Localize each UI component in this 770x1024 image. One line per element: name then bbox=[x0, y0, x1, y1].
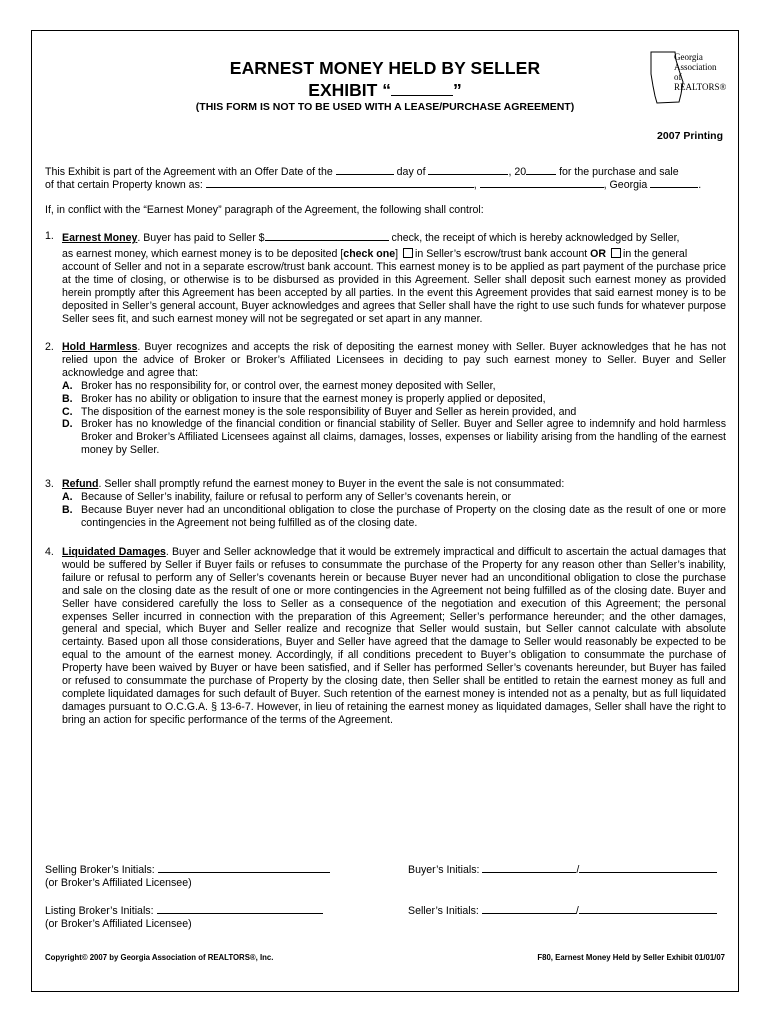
section-4-number: 4. bbox=[45, 546, 54, 558]
section-4-heading: Liquidated Damages bbox=[62, 546, 166, 558]
selling-broker-label: Selling Broker’s Initials: bbox=[45, 864, 155, 876]
exhibit-prefix: EXHIBIT “ bbox=[308, 80, 391, 100]
section-2-item-d: D. Broker has no knowledge of the financial condition or financial stability of Seller. Buyer and Seller agree to indemnify and hold harmless Broker and Broker’s Affiliated Licensees against all claims, damages, losses, expenses or liability arising from the handling of the earnest money by Seller. bbox=[62, 418, 726, 457]
offer-month-field[interactable] bbox=[428, 164, 508, 175]
intro-property-label: of that certain Property known as: bbox=[45, 179, 203, 191]
or-label: OR bbox=[590, 248, 607, 260]
logo-line-1: Georgia bbox=[674, 52, 703, 62]
exhibit-suffix: ” bbox=[452, 80, 462, 100]
section-2-item-c: C. The disposition of the earnest money is the sole responsibility of Buyer and Seller as herein provided, and bbox=[62, 405, 577, 418]
intro-georgia-label: , Georgia bbox=[603, 179, 648, 191]
form-identifier: F80, Earnest Money Held by Seller Exhibit 01/01/07 bbox=[537, 953, 725, 962]
section-3-intro-text: . Seller shall promptly refund the earnest money to Buyer in the event the sale is not consummated: bbox=[98, 478, 565, 490]
section-2-intro-text: . Buyer recognizes and accepts the risk of depositing the earnest money with Seller. Buyer acknowledges that he has not relied upon the advice of Broker or Broker’s Affiliated Licensees in deciding to pay such earnest money to Seller. Buyer and Seller acknowledge and agree that: bbox=[62, 341, 726, 379]
earnest-amount-field[interactable] bbox=[265, 230, 389, 241]
section-3-number: 3. bbox=[45, 478, 54, 490]
section-refund bbox=[45, 478, 726, 530]
section-1-bracket: ] bbox=[395, 248, 399, 260]
listing-broker-label: Listing Broker’s Initials: bbox=[45, 905, 154, 917]
property-address-field[interactable] bbox=[206, 177, 474, 188]
section-2-intro bbox=[62, 341, 726, 380]
section-1-deposit-text: as earnest money, which earnest money is to be deposited [ bbox=[62, 248, 344, 260]
escrow-account-label: in Seller’s escrow/trust bank account bbox=[415, 248, 588, 260]
printing-year: 2007 Printing bbox=[657, 130, 723, 142]
offer-year-field[interactable] bbox=[526, 164, 556, 175]
listing-broker-sublabel: (or Broker’s Affiliated Licensee) bbox=[45, 918, 192, 930]
section-hold-harmless bbox=[45, 341, 726, 457]
offer-day-field[interactable] bbox=[336, 164, 394, 175]
intro-day-label: day of bbox=[396, 166, 426, 178]
gar-logo bbox=[645, 50, 725, 106]
buyer-initials-label: Buyer’s Initials: bbox=[408, 864, 480, 876]
section-4-text: . Buyer and Seller acknowledge that it would be extremely impractical and difficult to ascertain the actual damages that would be suffered by Seller if Buyer fails or refuses to consummate the purchase of the Property for any reason other than Seller’s inability, failure or refusal to perform any of Seller’s covenants herein or because Buyer never had an unconditional obligation to close the purchase and sale on the closing date as the result of one or more contingencies in the Agreement not being fulfilled as of the closing date. Buyer and Seller have considered carefully the loss to Seller as a consequence of the negotiation and execution of this Agreement; the personal expenses Seller incurred in connection with the preparation of this Agreement; Seller’s performance hereunder; and the other damages, general and special, which Buyer and Seller realize and recognize that Seller would sustain, but Seller cannot calculate with absolute certainty. Based upon all those considerations, Buyer and Seller have agreed that the damage to Seller would reasonably be expected to be equal to the amount of the earnest money. Accordingly, if all conditions precedent to Buyer’s obligation to consummate the purchase of Property have been waived by Buyer or have been satisfied, and if Seller has performed Seller’s covenants hereunder, but Buyer has failed or refused to consummate the purchase of Property by the closing date, then Seller shall be entitled to retain the earnest money as full and complete liquidated damages for such default of Buyer. Such retention of the earnest money is intended not as a penalty, but as full liquidated damages pursuant to O.C.G.A. § 13-6-7. However, in lieu of retaining the earnest money as liquidated damages, Seller shall have the right to bring an action for specific performance of the terms of the Agreement. bbox=[62, 546, 726, 726]
section-1-line-2 bbox=[62, 248, 726, 261]
logo-line-3: of REALTORS® bbox=[674, 72, 727, 92]
conflict-statement: If, in conflict with the “Earnest Money” paragraph of the Agreement, the following shall control: bbox=[45, 204, 484, 216]
form-subtitle: (THIS FORM IS NOT TO BE USED WITH A LEASE/PURCHASE AGREEMENT) bbox=[195, 101, 575, 113]
buyer-initials: Buyer’s Initials: / bbox=[408, 862, 717, 877]
intro-purchase-label: for the purchase and sale bbox=[559, 166, 679, 178]
section-1-heading: Earnest Money bbox=[62, 232, 138, 244]
escrow-account-checkbox[interactable] bbox=[403, 248, 413, 258]
section-2-heading: Hold Harmless bbox=[62, 341, 138, 353]
section-1-receipt-text: check, the receipt of which is hereby acknowledged by Seller, bbox=[391, 232, 680, 244]
logo-line-2: Association bbox=[674, 62, 717, 72]
section-2-item-a: A. Broker has no responsibility for, or control over, the earnest money deposited with Seller, bbox=[62, 379, 496, 392]
section-1-number: 1. bbox=[45, 230, 54, 242]
intro-offer-label: This Exhibit is part of the Agreement with an Offer Date of the bbox=[45, 166, 333, 178]
form-title: EARNEST MONEY HELD BY SELLER bbox=[229, 58, 541, 78]
general-account-checkbox[interactable] bbox=[611, 248, 621, 258]
selling-broker-initials-field[interactable] bbox=[158, 862, 330, 873]
section-1-line-1 bbox=[62, 230, 726, 248]
selling-broker-sublabel: (or Broker’s Affiliated Licensee) bbox=[45, 877, 192, 889]
section-1-body: account of Seller and not in a separate escrow/trust bank account. This earnest money is to be applied as part payment of the purchase price at the time of closing, or otherwise is to be disbursed as provided in this Agreement. Seller shall deposit such earnest money as provided herein promptly after this Agreement has been accepted by all parties. In the event this Agreement provides that said earnest money is to be deposited in Seller’s general account, Buyer acknowledges and agrees that Seller shall have the right to use such funds for whatever purpose Seller sees fit, and such earnest money will not be segregated or set apart in any manner. bbox=[62, 260, 726, 325]
seller-1-initials-field[interactable] bbox=[482, 903, 576, 914]
copyright-notice: Copyright© 2007 by Georgia Association of REALTORS®, Inc. bbox=[45, 953, 274, 962]
listing-broker-initials bbox=[45, 903, 323, 931]
section-4-body bbox=[62, 546, 726, 727]
seller-initials: Seller’s Initials: / bbox=[408, 903, 717, 918]
intro-line-2 bbox=[45, 177, 726, 192]
listing-broker-initials-field[interactable] bbox=[157, 903, 323, 914]
general-account-label: in the general bbox=[622, 248, 688, 260]
intro-period: . bbox=[698, 179, 702, 191]
section-liquidated-damages bbox=[45, 546, 726, 727]
section-2-item-b: B. Broker has no ability or obligation to insure that the earnest money is properly applied or deposited, bbox=[62, 392, 546, 405]
check-one-label: check one bbox=[343, 248, 396, 260]
seller-initials-label: Seller’s Initials: bbox=[408, 905, 479, 917]
buyer-2-initials-field[interactable] bbox=[579, 862, 717, 873]
selling-broker-initials bbox=[45, 862, 330, 890]
logo-text bbox=[674, 52, 726, 92]
section-earnest-money bbox=[45, 230, 726, 325]
buyer-1-initials-field[interactable] bbox=[482, 862, 576, 873]
section-1-paid-label: . Buyer has paid to Seller $ bbox=[137, 232, 265, 244]
seller-2-initials-field[interactable] bbox=[579, 903, 717, 914]
section-3-heading: Refund bbox=[62, 478, 99, 490]
section-3-intro bbox=[62, 478, 726, 491]
section-2-number: 2. bbox=[45, 341, 54, 353]
exhibit-number-field[interactable] bbox=[391, 85, 453, 96]
intro-year-prefix: , 20 bbox=[508, 166, 527, 178]
property-zip-field[interactable] bbox=[650, 177, 698, 188]
section-3-item-a: A. Because of Seller’s inability, failure or refusal to perform any of Seller’s covenants herein, or bbox=[62, 490, 512, 503]
intro-comma: , bbox=[473, 179, 477, 191]
property-city-field[interactable] bbox=[480, 177, 604, 188]
section-3-item-b: B. Because Buyer never had an unconditional obligation to close the purchase of Property on the closing date as the result of one or more contingencies in the Agreement not being fulfilled as of the closing date. bbox=[62, 503, 726, 529]
